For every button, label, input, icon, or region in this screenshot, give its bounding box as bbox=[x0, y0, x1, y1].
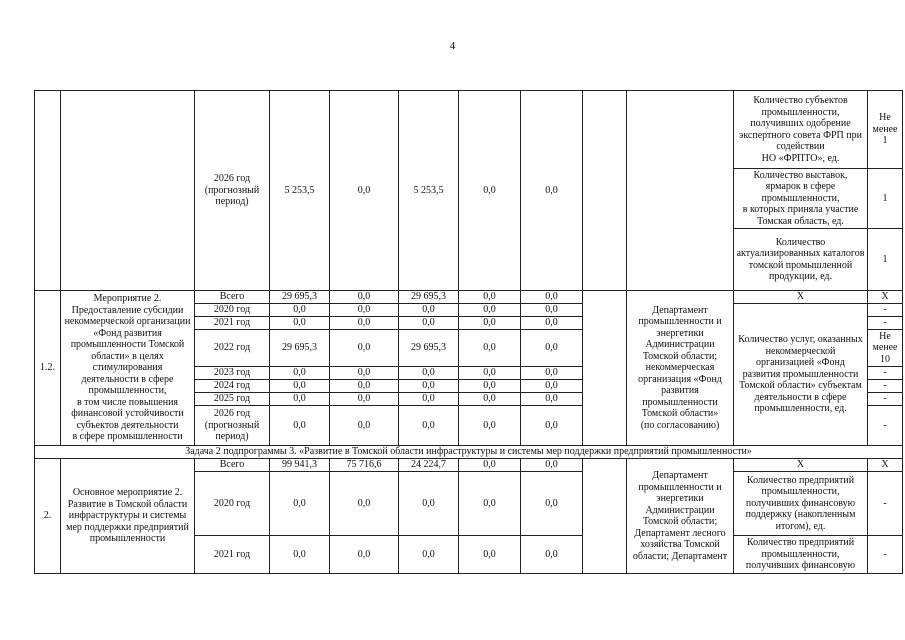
cell-value: 0,0 bbox=[330, 406, 399, 446]
indicator-value: - bbox=[868, 367, 903, 380]
cell-value: 0,0 bbox=[270, 536, 330, 574]
indicator-value: - bbox=[868, 406, 903, 446]
cell-period: 2021 год bbox=[195, 536, 270, 574]
cell-period bbox=[195, 91, 270, 291]
indicator-text bbox=[734, 169, 868, 229]
indicator-value bbox=[868, 330, 903, 367]
cell-period: 2020 год bbox=[195, 304, 270, 317]
cell-value: 0,0 bbox=[399, 406, 459, 446]
indicator-value bbox=[868, 91, 903, 169]
cell-value: 0,0 bbox=[270, 367, 330, 380]
cell-value: 0,0 bbox=[459, 472, 521, 536]
cell-executor bbox=[627, 459, 734, 574]
cell-value: 0,0 bbox=[459, 536, 521, 574]
cell-value: 0,0 bbox=[521, 304, 583, 317]
measure-name: Основное мероприятие 2. Развитие в Томской области инфраструктуры и системы мер поддержки предприятий промышленности bbox=[66, 487, 189, 545]
cell-value: 0,0 bbox=[459, 367, 521, 380]
cell-value: 0,0 bbox=[270, 472, 330, 536]
cell-value: 0,0 bbox=[459, 380, 521, 393]
indicator-label: Количество актуализированных каталогов томской промышленной продукции, ед. bbox=[736, 236, 865, 282]
indicator-value: X bbox=[868, 291, 903, 304]
cell-value: 0,0 bbox=[521, 317, 583, 330]
cell-value: 0,0 bbox=[270, 317, 330, 330]
indicator-label: Количество выставок, ярмарок в сфере промышленности, в которых приняла участие Томская область, ед. bbox=[742, 169, 859, 227]
cell-period: 2022 год bbox=[195, 330, 270, 367]
cell-value: 0,0 bbox=[399, 317, 459, 330]
cell-value: 29 695,3 bbox=[399, 330, 459, 367]
cell-value: 0,0 bbox=[399, 380, 459, 393]
indicator-value: - bbox=[868, 393, 903, 406]
cell-value: 0,0 bbox=[270, 406, 330, 446]
measure-name: Мероприятие 2. Предоставление субсидии некоммерческой организации «Фонд развития промышленности Томской области» в целях стимулирования деятельности в сфере промышленности, в том числе повышения финансовой устойчивости субъектов деятельности в сфере промышленности bbox=[64, 293, 191, 443]
cell-blank bbox=[583, 459, 627, 574]
cell-value: 0,0 bbox=[459, 91, 521, 291]
cell-executor bbox=[627, 291, 734, 446]
cell-value: 75 716,6 bbox=[330, 459, 399, 472]
cell-name bbox=[61, 459, 195, 574]
cell-value: 0,0 bbox=[521, 459, 583, 472]
cell-value: 0,0 bbox=[459, 304, 521, 317]
cell-period: Всего bbox=[195, 291, 270, 304]
executor-text: Департамент промышленности и энергетики Администрации Томской области; Департамент лесного хозяйства Томской области; Департамент bbox=[632, 470, 728, 562]
cell-value: 0,0 bbox=[330, 380, 399, 393]
cell-num: 1.2. bbox=[35, 291, 61, 446]
cell-value: 0,0 bbox=[521, 291, 583, 304]
cell-value: 0,0 bbox=[330, 330, 399, 367]
indicator-value: - bbox=[868, 536, 903, 574]
cell-period: Всего bbox=[195, 459, 270, 472]
cell-period: 2021 год bbox=[195, 317, 270, 330]
cell-period: 2024 год bbox=[195, 380, 270, 393]
page-number: 4 bbox=[449, 40, 456, 52]
indicator-value-text: Не менее 10 bbox=[872, 330, 898, 365]
indicator-label: Количество услуг, оказанных некоммерческой организацией «Фонд развития промышленности Томской области» субъектам деятельности в сфере промышленности, ед. bbox=[738, 334, 863, 415]
cell-value: 0,0 bbox=[330, 536, 399, 574]
cell-value: 0,0 bbox=[330, 291, 399, 304]
cell-value: 0,0 bbox=[459, 330, 521, 367]
indicator-value: X bbox=[868, 459, 903, 472]
indicator-value: - bbox=[868, 380, 903, 393]
table-row bbox=[35, 91, 903, 169]
indicator-label: Количество субъектов промышленности, получивших одобрение экспертного совета ФРП при содействии НО «ФРПТО», ед. bbox=[739, 95, 862, 164]
table-row bbox=[35, 459, 903, 472]
cell-value: 0,0 bbox=[399, 472, 459, 536]
cell-period: 2020 год bbox=[195, 472, 270, 536]
cell-num: 2. bbox=[35, 459, 61, 574]
indicator-text bbox=[734, 304, 868, 446]
cell-name bbox=[61, 291, 195, 446]
cell-value: 0,0 bbox=[330, 472, 399, 536]
cell-value: 0,0 bbox=[399, 367, 459, 380]
period-text: 2026 год (прогнозный период) bbox=[204, 173, 260, 208]
indicator-value: - bbox=[868, 472, 903, 536]
cell-blank bbox=[583, 291, 627, 446]
cell-value: 0,0 bbox=[330, 367, 399, 380]
cell-value: 0,0 bbox=[521, 367, 583, 380]
cell-name bbox=[61, 91, 195, 291]
indicator-text: X bbox=[734, 291, 868, 304]
indicator-text bbox=[734, 229, 868, 291]
cell-value: 5 253,5 bbox=[270, 91, 330, 291]
cell-period bbox=[195, 406, 270, 446]
cell-value: 0,0 bbox=[399, 536, 459, 574]
cell-value: 0,0 bbox=[521, 406, 583, 446]
cell-value: 0,0 bbox=[330, 304, 399, 317]
cell-value: 0,0 bbox=[399, 304, 459, 317]
cell-value: 0,0 bbox=[521, 91, 583, 291]
indicator-value: - bbox=[868, 304, 903, 317]
cell-value: 0,0 bbox=[330, 393, 399, 406]
cell-value: 0,0 bbox=[459, 406, 521, 446]
cell-value: 0,0 bbox=[330, 317, 399, 330]
cell-value: 0,0 bbox=[521, 330, 583, 367]
cell-value: 0,0 bbox=[270, 304, 330, 317]
program-table bbox=[34, 90, 903, 574]
indicator-value: 1 bbox=[868, 229, 903, 291]
cell-value: 0,0 bbox=[521, 536, 583, 574]
cell-value: 29 695,3 bbox=[270, 291, 330, 304]
cell-value: 29 695,3 bbox=[270, 330, 330, 367]
period-text: 2026 год (прогнозный период) bbox=[204, 408, 260, 443]
cell-value: 0,0 bbox=[521, 472, 583, 536]
cell-blank bbox=[583, 91, 627, 291]
indicator-value: 1 bbox=[868, 169, 903, 229]
indicator-text: X bbox=[734, 459, 868, 472]
table-row bbox=[35, 291, 903, 304]
cell-value: 0,0 bbox=[270, 393, 330, 406]
cell-value: 24 224,7 bbox=[399, 459, 459, 472]
cell-value: 5 253,5 bbox=[399, 91, 459, 291]
cell-value: 0,0 bbox=[270, 380, 330, 393]
indicator-text: Количество предприятий промышленности, получивших финансовую поддержку (накопленным итогом), ед. bbox=[734, 472, 868, 536]
cell-period: 2023 год bbox=[195, 367, 270, 380]
task-heading: Задача 2 подпрограммы 3. «Развитие в Томской области инфраструктуры и системы мер поддержки предприятий промышленности» bbox=[35, 446, 903, 459]
indicator-text: Количество предприятий промышленности, получивших финансовую bbox=[734, 536, 868, 574]
cell-value: 0,0 bbox=[459, 393, 521, 406]
cell-value: 0,0 bbox=[459, 291, 521, 304]
cell-num bbox=[35, 91, 61, 291]
indicator-text bbox=[734, 91, 868, 169]
indicator-value-text: Не менее 1 bbox=[872, 112, 898, 147]
cell-executor bbox=[627, 91, 734, 291]
cell-value: 0,0 bbox=[399, 393, 459, 406]
executor-text: Департамент промышленности и энергетики Администрации Томской области; некоммерческая организация «Фонд развития промышленности Томской области» (по согласованию) bbox=[638, 304, 722, 431]
indicator-value: - bbox=[868, 317, 903, 330]
cell-value: 0,0 bbox=[521, 380, 583, 393]
table-row bbox=[35, 446, 903, 459]
cell-period: 2025 год bbox=[195, 393, 270, 406]
cell-value: 0,0 bbox=[521, 393, 583, 406]
cell-value: 29 695,3 bbox=[399, 291, 459, 304]
cell-value: 0,0 bbox=[459, 459, 521, 472]
cell-value: 0,0 bbox=[330, 91, 399, 291]
cell-value: 0,0 bbox=[459, 317, 521, 330]
cell-value: 99 941,3 bbox=[270, 459, 330, 472]
